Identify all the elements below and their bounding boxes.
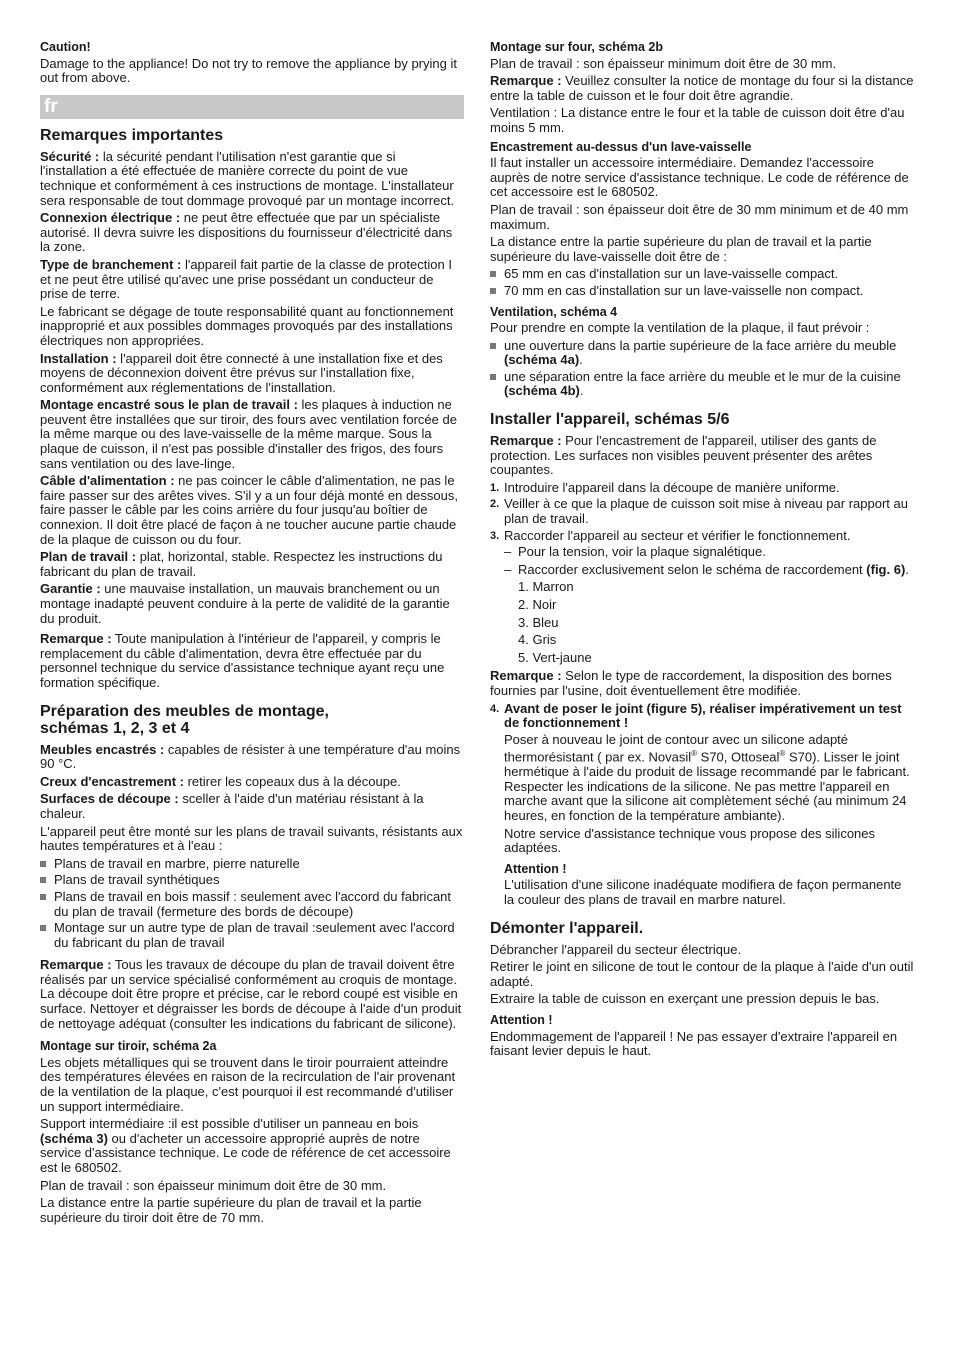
para-lave-2: Plan de travail : son épaisseur doit être de 30 mm minimum et de 40 mm maximum. (490, 201, 909, 232)
bullet-icon (490, 288, 496, 294)
list-item: Plans de travail en marbre, pierre naturelle (40, 857, 464, 872)
para-remarque-1: Remarque : Toute manipulation à l'intérieur de l'appareil, y compris le remplacement du câble d'alimentation, devra être effectuée par du personnel technique du service d'assistance technique ayant reçu une formation spécifique. (40, 631, 445, 690)
install-steps-cont (490, 702, 914, 731)
bullet-icon (490, 343, 496, 349)
para-remarque-5: Remarque : Selon le type de raccordement, la disposition des bornes fournies par l'usine, doit éventuellement être modifiée. (490, 668, 892, 698)
list-item: 70 mm en cas d'installation sur un lave-vaisselle non compact. (490, 284, 914, 299)
ventilation-list (490, 339, 914, 399)
list-item: – Raccorder exclusivement selon le schéma de raccordement (fig. 6). (504, 561, 909, 577)
attention-1-text: L'utilisation d'une silicone inadéquate modifiera de façon permanente la couleur des plans de travail en marbre naturel. (504, 877, 902, 908)
list-item: 65 mm en cas d'installation sur un lave-vaisselle compact. (490, 267, 914, 282)
step-4: 4. Avant de poser le joint (figure 5), réaliser impérativement un test de fonctionnement ! (490, 700, 902, 731)
para-support: Support intermédiaire :il est possible d'utiliser un panneau en bois (schéma 3) ou d'acheter un accessoire approprié auprès de notre service d'assistance technique. Le code de référence de cet accessoire est le 680502. (40, 1116, 451, 1175)
bullet-icon (490, 271, 496, 277)
para-garantie: Garantie : une mauvaise installation, un mauvais branchement ou un montage inadapté peuvent conduire à la perte de validité de la garantie du produit. (40, 581, 450, 626)
para-tiroir: Les objets métalliques qui se trouvent dans le tiroir pourraient atteindre des températures élevées en raison de la recirculation de l'air provenant de la ventilation de la plaque, c'est pourquoi il est recommandé d'utiliser un support intermédiaire. (40, 1054, 456, 1114)
para-cable: Câble d'alimentation : ne pas coincer le câble d'alimentation, ne pas le faire passer sur des arêtes vives. S'il y a un four déjà monté en dessous, faire passer le câble par les coins arrière du four jusqu'au boîtier de connexion. Il doit être placé de façon à ne toucher aucune partie chaude de la plaque de cuisson ou du four. (40, 473, 458, 547)
para-distance-70: La distance entre la partie supérieure du plan de travail et la partie supérieure du tiroir doit être de 70 mm. (40, 1195, 422, 1225)
bullet-icon (40, 861, 46, 867)
para-surfaces: Surfaces de découpe : sceller à l'aide d'un matériau résistant à la chaleur. (40, 791, 424, 821)
list-item: 4. Gris (518, 632, 557, 648)
para-plan-30: Plan de travail : son épaisseur minimum doit être de 30 mm. (40, 1177, 387, 1193)
para-installation: Installation : l'appareil doit être connecté à une installation fixe et des moyens de déconnexion doivent être prévus sur l'installation fixe, conformément aux réglementations de l'installation. (40, 350, 443, 395)
para-vent-intro: Pour prendre en compte la ventilation de la plaque, il faut prévoir : (490, 320, 870, 336)
bullet-icon (40, 877, 46, 883)
para-branchement: Type de branchement : l'appareil fait partie de la classe de protection I et ne peut être utilisé qu'avec une prise possédant un conducteur de prise de terre. (40, 256, 452, 302)
wire-colors-list (518, 580, 914, 665)
heading-ventilation: Ventilation, schéma 4 (490, 304, 618, 319)
para-dem-1: Débrancher l'appareil du secteur électrique. (490, 941, 742, 957)
list-item: Plans de travail synthétiques (40, 873, 464, 888)
para-remarque-4: Remarque : Pour l'encastrement de l'appareil, utiliser des gants de protection. Les surfaces non visibles peuvent présenter des arêtes coupantes. (490, 433, 877, 478)
para-remarque-3: Remarque : Veuillez consulter la notice de montage du four si la distance entre la table de cuisson et le four doit être agrandie. (490, 73, 914, 103)
list-item: – Pour la tension, voir la plaque signalétique. (504, 544, 766, 560)
left-column (40, 40, 464, 1228)
para-creux: Creux d'encastrement : retirer les copeaux dus à la découpe. (40, 773, 401, 789)
para-lave-3: La distance entre la partie supérieure du plan de travail et la partie supérieure du lave-vaisselle doit être de : (490, 234, 872, 264)
list-item: une ouverture dans la partie supérieure de la face arrière du meuble (schéma 4a). (490, 339, 914, 368)
step-1: 1. Introduire l'appareil dans la découpe de manière uniforme. (490, 479, 840, 495)
step-2: 2. Veiller à ce que la plaque de cuisson soit mise à niveau par rapport au plan de travail. (490, 496, 908, 527)
list-item: Montage sur un autre type de plan de travail :seulement avec l'accord du fabricant du plan de travail (40, 921, 464, 950)
attention-1-title: Attention ! (504, 861, 567, 876)
bullet-icon (490, 374, 496, 380)
install-steps (490, 481, 914, 543)
para-dem-3: Extraire la table de cuisson en exerçant une pression depuis le bas. (490, 991, 880, 1007)
list-item: 5. Vert-jaune (518, 649, 592, 665)
para-meubles: Meubles encastrés : capables de résister à une température d'au moins 90 °C. (40, 741, 461, 772)
bullet-icon (40, 925, 46, 931)
heading-remarques: Remarques importantes (40, 126, 224, 144)
para-dem-2: Retirer le joint en silicone de tout le contour de la plaque à l'aide d'un outil adapté. (490, 959, 914, 989)
list-item: 2. Noir (518, 597, 557, 612)
para-step-4-service: Notre service d'assistance technique vous propose des silicones adaptées. (504, 825, 876, 856)
para-remarque-2: Remarque : Tous les travaux de découpe du plan de travail doivent être réalisés par un service spécialisé conformément au croquis de montage. La découpe doit être propre et précise, car le rebord coupé est visible en surface. Nettoyer et dégraisser les bords de découpe à l'aide d'un produit de nettoyage adéquat (consulter les indications du fabricant de silicone). (40, 957, 462, 1031)
list-item: Plans de travail en bois massif : seulement avec l'accord du fabricant du plan de travail (fermeture des bords de découpe) (40, 890, 464, 919)
step-3-sublist (504, 545, 914, 577)
para-securite: Sécurité : la sécurité pendant l'utilisation n'est garantie que si l'installation a été effectuée de manière correcte du point de vue technique et conformément à ces instructions de montage. L'installateur sera responsable de tout dommage provoqué par un montage incorrect. (40, 148, 455, 208)
language-bar: fr (40, 95, 464, 119)
heading-four: Montage sur four, schéma 2b (490, 40, 663, 54)
para-plan: Plan de travail : plat, horizontal, stable. Respectez les instructions du fabricant du plan de travail. (40, 549, 443, 579)
heading-installer: Installer l'appareil, schémas 5/6 (490, 411, 730, 429)
para-fabricant: Le fabricant se dégage de toute responsabilité quant au fonctionnement inapproprié et aux possibles dommages provoqués par des installations électriques non appropriées. (40, 303, 454, 348)
plans-list (40, 857, 464, 951)
caution-text: Damage to the appliance! Do not try to remove the appliance by prying it out from above. (40, 55, 457, 86)
heading-preparation: Préparation des meubles de montage, schémas 1, 2, 3 et 4 (40, 702, 329, 737)
caution-title: Caution! (40, 40, 91, 54)
para-lave-1: Il faut installer un accessoire intermédiaire. Demandez l'accessoire auprès de notre service d'assistance technique. Le code de référence de cet accessoire est le 680502. (490, 155, 909, 200)
right-column (490, 40, 914, 1062)
para-ventilation-5: Ventilation : La distance entre le four et la table de cuisson doit être d'au moins 5 mm. (490, 105, 905, 135)
dash-icon: – (504, 544, 512, 560)
lave-list (490, 267, 914, 298)
dash-icon: – (504, 561, 512, 577)
para-connexion: Connexion électrique : ne peut être effectuée que par un spécialiste autorisé. Il devra suivre les dispositions du fournisseur d'électricité dans la zone. (40, 210, 453, 255)
list-item: 3. Bleu (518, 614, 559, 630)
para-four-plan: Plan de travail : son épaisseur minimum doit être de 30 mm. (490, 55, 837, 71)
bullet-icon (40, 894, 46, 900)
list-item: 1. Marron (518, 579, 574, 595)
heading-tiroir: Montage sur tiroir, schéma 2a (40, 1039, 217, 1054)
para-step-4-joint: Poser à nouveau le joint de contour avec un silicone adapté thermorésistant ( par ex. Novasil® S70, Ottoseal® S70). Lisser le joint hermétique à l'aide du produit de lissage recommandé par le fabricant. Respecter les indications de la silicone. Ne pas mettre l'appareil en marche avant que la silicone ait complètement séché (au minimum 24 heures, en fonction de la température ambiante). (504, 731, 910, 824)
step-3: 3. Raccorder l'appareil au secteur et vérifier le fonctionnement. (490, 527, 851, 543)
list-item: une séparation entre la face arrière du meuble et le mur de la cuisine (schéma 4b). (490, 370, 914, 399)
heading-demonter: Démonter l'appareil. (490, 919, 644, 937)
para-plans-intro: L'appareil peut être monté sur les plans de travail suivants, résistants aux hautes températures et à l'eau : (40, 823, 463, 854)
heading-lave: Encastrement au-dessus d'un lave-vaisselle (490, 139, 752, 154)
attention-2-text: Endommagement de l'appareil ! Ne pas essayer d'extraire l'appareil en faisant levier depuis le haut. (490, 1028, 898, 1059)
para-montage: Montage encastré sous le plan de travail : les plaques à induction ne peuvent être installées que sur tiroir, des fours avec ventilation forcée de la même marque ou des lave-vaisselle de la même marque. Sous la plaque de cuisson, il n'est pas possible d'installer des frigos, des fours sans ventilation ou des lave-linge. (40, 397, 457, 471)
attention-2-title: Attention ! (490, 1012, 553, 1027)
